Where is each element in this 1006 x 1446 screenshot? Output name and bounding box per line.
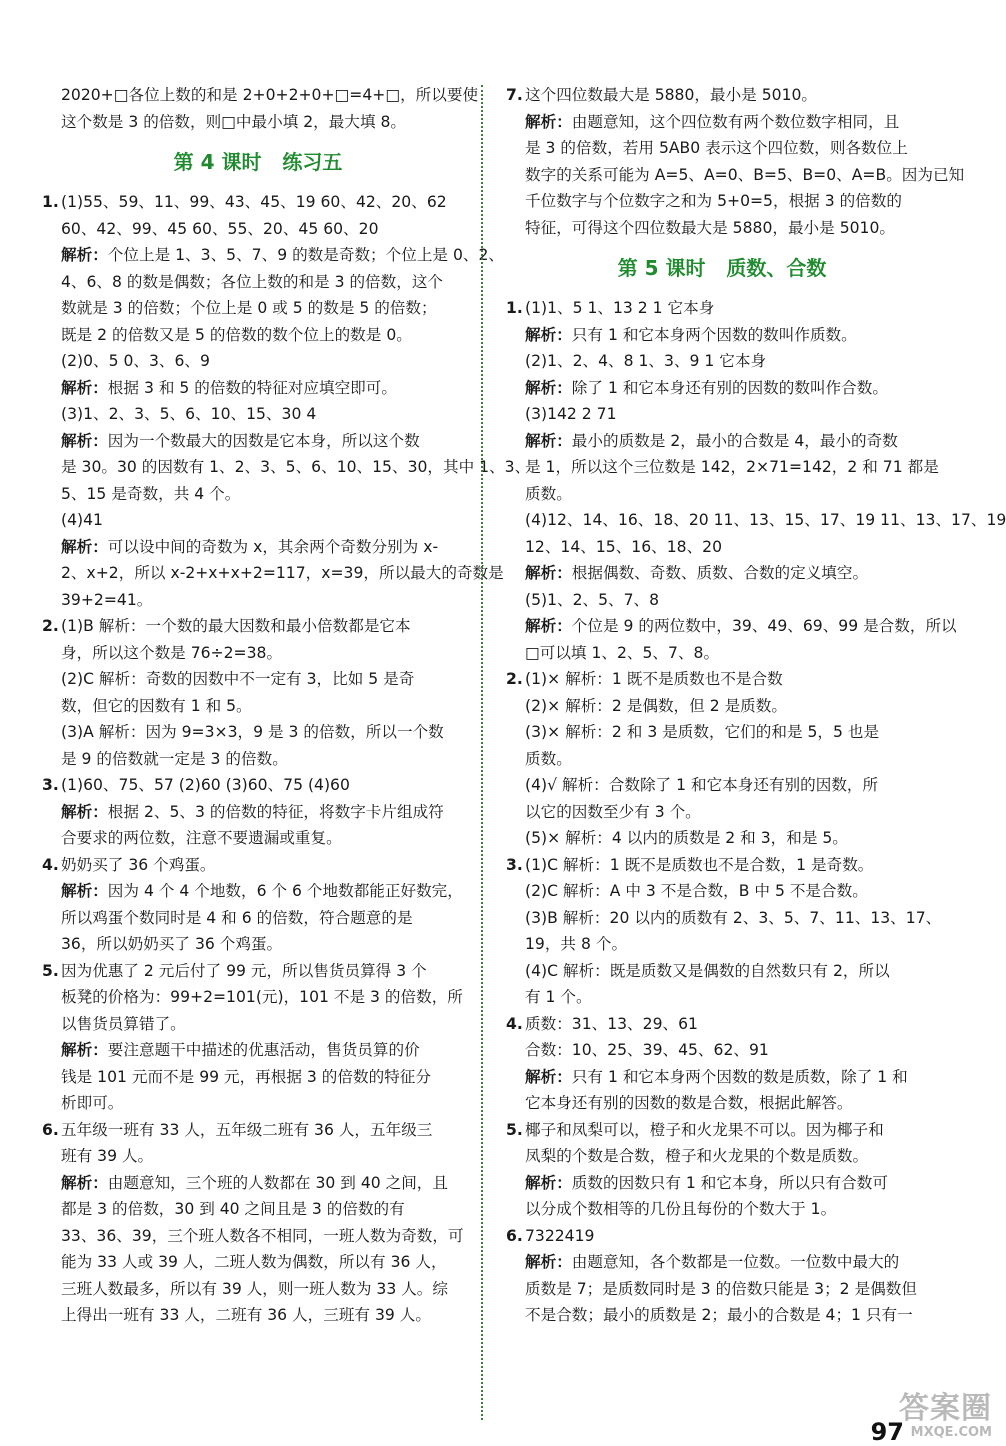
line-text: 这个四位数最大是 5880，最小是 5010。: [525, 86, 818, 104]
question-number: 3.: [506, 855, 523, 874]
line-text: □可以填 1、2、5、7、8。: [525, 643, 720, 662]
question-line: [506, 852, 938, 879]
line-text: (4)C 解析：既是质数又是偶数的自然数只有 2，所以: [525, 961, 890, 980]
text-line: [42, 1090, 474, 1117]
line-text: (3)× 解析：2 和 3 是质数，它们的和是 5，5 也是: [525, 723, 880, 741]
text-line: [506, 401, 938, 428]
text-line: [42, 348, 474, 375]
text-line: [506, 1170, 938, 1197]
text-line: [506, 507, 1006, 534]
section-title: 第 4 课时 练习五: [173, 150, 343, 174]
text-line: [42, 454, 531, 481]
question-line: [42, 613, 474, 640]
analysis-label: 解析：: [61, 378, 108, 397]
text-line: [506, 1064, 938, 1091]
question-number: 6.: [42, 1120, 59, 1139]
line-text: 60、42、99、45 60、55、20、45 60、20: [61, 219, 379, 238]
line-text: (1)× 解析：1 既不是质数也不是合数: [525, 670, 783, 688]
text-line: [42, 719, 474, 746]
line-text: (1)B 解析：一个数的最大因数和最小倍数都是它本: [61, 617, 411, 635]
text-line: [42, 322, 474, 349]
line-text: 凤梨的个数是合数，橙子和火龙果的个数是质数。: [525, 1147, 869, 1165]
analysis-label: 解析：: [61, 537, 108, 556]
text-line: [506, 640, 938, 667]
text-line: [506, 348, 938, 375]
text-line: [42, 534, 474, 561]
text-line: [42, 1276, 474, 1303]
line-text: 由题意知，各个数都是一位数。一位数中最大的: [571, 1253, 900, 1271]
line-text: 质数。: [525, 749, 572, 768]
text-line: [506, 984, 938, 1011]
text-line: [506, 560, 938, 587]
line-text: (4)12、14、16、18、20 11、13、15、17、19 11、13、17、19: [525, 511, 1006, 529]
question-number: 6.: [506, 1226, 523, 1245]
question-number: 1.: [506, 299, 523, 317]
line-text: 33、36、39，三个班人数各不相同，一班人数为奇数，可: [61, 1226, 464, 1245]
line-text: 最小的质数是 2，最小的合数是 4，最小的奇数: [571, 431, 898, 450]
text-line: [42, 1143, 474, 1170]
question-line: [506, 295, 938, 322]
text-line: [42, 560, 504, 587]
text-line: [42, 931, 474, 958]
line-text: 上得出一班有 33 人，二班有 36 人，三班有 39 人。: [61, 1306, 431, 1324]
text-line: [506, 1196, 938, 1223]
text-line: [506, 162, 965, 189]
line-text: (3)B 解析：20 以内的质数有 2、3、5、7、11、13、17、: [525, 908, 942, 927]
line-text: (5)1、2、5、7、8: [525, 590, 660, 609]
text-line: [506, 1249, 938, 1276]
line-text: 因为一个数最大的因数是它本身，所以这个数: [107, 431, 420, 450]
line-text: 由题意知，这个四位数有两个数位数字相同，且: [571, 112, 900, 131]
analysis-label: 解析：: [525, 564, 572, 582]
text-line: [506, 613, 957, 640]
line-text: 有 1 个。: [525, 988, 592, 1006]
line-text: 班有 39 人。: [61, 1147, 154, 1165]
text-line: [42, 375, 474, 402]
line-text: 以分成个数相等的几份且每份的个数大于 1。: [525, 1200, 837, 1218]
text-line: [506, 1276, 938, 1303]
text-line: [42, 799, 474, 826]
analysis-label: 解析：: [61, 802, 108, 821]
line-text: 它本身还有别的因数的数是合数，根据此解答。: [525, 1094, 853, 1112]
line-text: 是 30。30 的因数有 1、2、3、5、6、10、15、30，其中 1、3、: [61, 458, 531, 476]
line-text: 这个数是 3 的倍数，则□中最小填 2，最大填 8。: [61, 112, 407, 131]
text-line: [506, 428, 938, 455]
text-line: [506, 109, 938, 136]
text-line: [506, 825, 938, 852]
question-number: 2.: [42, 617, 59, 635]
line-text: 质数是 7；是质数同时是 3 的倍数只能是 3；2 是偶数但: [525, 1279, 917, 1298]
text-line: [42, 746, 474, 773]
text-line: [42, 401, 474, 428]
analysis-label: 解析：: [61, 246, 108, 264]
line-text: 是 3 的倍数，若用 5AB0 表示这个四位数，则各数位上: [525, 139, 908, 157]
text-line: [42, 1170, 474, 1197]
analysis-label: 解析：: [525, 431, 572, 450]
line-text: (1)55、59、11、99、43、45、19 60、42、20、62: [61, 193, 447, 211]
text-line: [42, 1302, 474, 1329]
line-text: (3)142 2 71: [525, 405, 617, 423]
question-number: 7.: [506, 86, 523, 104]
line-text: 质数：31、13、29、61: [525, 1014, 698, 1033]
text-line: [506, 1302, 938, 1329]
line-text: (3)A 解析：因为 9=3×3，9 是 3 的倍数，所以一个数: [61, 723, 444, 741]
line-text: 奶奶买了 36 个鸡蛋。: [61, 855, 216, 874]
text-line: [42, 109, 474, 136]
line-text: 7322419: [525, 1226, 595, 1245]
question-line: [506, 82, 938, 109]
line-text: 析即可。: [61, 1094, 124, 1112]
text-line: [42, 825, 474, 852]
watermark-text: 答案圈: [899, 1391, 992, 1426]
text-line: [506, 772, 938, 799]
question-line: [506, 1117, 938, 1144]
question-line: [506, 1011, 938, 1038]
text-line: [42, 693, 474, 720]
line-text: 是 9 的倍数就一定是 3 的倍数。: [61, 749, 288, 768]
text-line: [42, 666, 474, 693]
text-line: [42, 1064, 474, 1091]
line-text: 可以设中间的奇数为 x，其余两个奇数分别为 x-: [107, 537, 439, 556]
text-line: [506, 322, 938, 349]
line-text: (3)1、2、3、5、6、10、15、30 4: [61, 405, 317, 423]
text-line: [42, 640, 474, 667]
line-text: 不是合数；最小的质数是 2；最小的合数是 4；1 只有一: [525, 1306, 913, 1324]
text-line: [506, 719, 938, 746]
text-line: [506, 135, 938, 162]
line-text: 是 1，所以这个三位数是 142，2×71=142，2 和 71 都是: [525, 458, 939, 476]
analysis-label: 解析：: [525, 325, 572, 344]
line-text: 身，所以这个数是 76÷2=38。: [61, 643, 283, 662]
line-text: (2)1、2、4、8 1、3、9 1 它本身: [525, 352, 767, 370]
line-text: 4、6、8 的数是偶数；各位上数的和是 3 的倍数，这个: [61, 272, 444, 291]
line-text: (1)60、75、57 (2)60 (3)60、75 (4)60: [61, 776, 350, 794]
text-line: [506, 534, 938, 561]
question-number: 2.: [506, 670, 523, 688]
text-line: [42, 1011, 474, 1038]
line-text: 合要求的两位数，注意不要遗漏或重复。: [61, 829, 342, 847]
text-line: [506, 587, 938, 614]
line-text: 36，所以奶奶买了 36 个鸡蛋。: [61, 935, 283, 953]
line-text: 合数：10、25、39、45、62、91: [525, 1041, 769, 1059]
question-line: [42, 189, 474, 216]
question-number: 5.: [42, 961, 59, 980]
section-title: 第 5 课时 质数、合数: [617, 256, 827, 280]
line-text: 要注意题干中描述的优惠活动，售货员算的价: [107, 1041, 420, 1059]
line-text: 以它的因数至少有 3 个。: [525, 802, 701, 821]
left-column: [42, 82, 531, 1329]
line-text: 能为 33 人或 39 人，二班人数为偶数，所以有 36 人，: [61, 1253, 447, 1271]
text-line: [506, 1037, 938, 1064]
text-line: [42, 1249, 474, 1276]
line-text: 5、15 是奇数，共 4 个。: [61, 484, 241, 503]
text-line: [42, 507, 474, 534]
line-text: (2)C 解析：奇数的因数中不一定有 3，比如 5 是奇: [61, 670, 415, 688]
text-line: [506, 481, 938, 508]
line-text: 因为 4 个 4 个地数，6 个 6 个地数都能正好数完，: [107, 882, 463, 900]
line-text: (4)41: [61, 511, 103, 529]
line-text: 19，共 8 个。: [525, 935, 628, 953]
line-text: (2)0、5 0、3、6、9: [61, 352, 210, 370]
line-text: (2)× 解析：2 是偶数，但 2 是质数。: [525, 696, 787, 715]
line-text: 千位数字与个位数字之和为 5+0=5，根据 3 的倍数的: [525, 192, 902, 210]
text-line: [506, 188, 938, 215]
text-line: [506, 878, 938, 905]
question-number: 3.: [42, 776, 59, 794]
text-line: [42, 269, 474, 296]
text-line: [506, 375, 938, 402]
text-line: [506, 215, 938, 242]
analysis-label: 解析：: [525, 617, 572, 635]
line-text: 既是 2 的倍数又是 5 的倍数的数个位上的数是 0。: [61, 325, 412, 344]
line-text: 根据偶数、奇数、质数、合数的定义填空。: [571, 564, 869, 582]
analysis-label: 解析：: [61, 1173, 108, 1192]
analysis-label: 解析：: [525, 378, 572, 397]
line-text: 特征，可得这个四位数最大是 5880，最小是 5010。: [525, 218, 895, 237]
line-text: 个位是 9 的两位数中，39、49、69、99 是合数，所以: [571, 617, 957, 635]
watermark-url: MXQE.COM: [910, 1425, 992, 1440]
text-line: [506, 905, 942, 932]
analysis-label: 解析：: [525, 1067, 572, 1086]
line-text: 由题意知，三个班的人数都在 30 到 40 之间，且: [107, 1173, 448, 1192]
column-divider: [481, 85, 483, 1420]
line-text: 39+2=41。: [61, 590, 153, 609]
text-line: [506, 799, 938, 826]
line-text: 椰子和凤梨可以，橙子和火龙果不可以。因为椰子和: [525, 1120, 884, 1139]
text-line: [42, 481, 474, 508]
question-line: [42, 772, 474, 799]
analysis-label: 解析：: [525, 1173, 572, 1192]
question-number: 1.: [42, 193, 59, 211]
line-text: 个位上是 1、3、5、7、9 的数是奇数；个位上是 0、2、: [107, 246, 504, 264]
line-text: 因为优惠了 2 元后付了 99 元，所以售货员算得 3 个: [61, 961, 427, 980]
text-line: [506, 746, 938, 773]
line-text: 质数的因数只有 1 和它本身，所以只有合数可: [571, 1173, 888, 1192]
text-line: [42, 295, 474, 322]
line-text: 都是 3 的倍数，30 到 40 之间且是 3 的倍数的有: [61, 1200, 405, 1218]
line-text: 数就是 3 的倍数；个位上是 0 或 5 的数是 5 的倍数；: [61, 299, 437, 317]
text-line: [42, 878, 474, 905]
text-line: [506, 693, 938, 720]
question-line: [42, 852, 474, 879]
line-text: (4)√ 解析：合数除了 1 和它本身还有别的因数，所: [525, 776, 879, 794]
question-line: [506, 666, 938, 693]
question-line: [42, 1117, 474, 1144]
line-text: 所以鸡蛋个数同时是 4 和 6 的倍数，符合题意的是: [61, 908, 413, 927]
text-line: [506, 1090, 938, 1117]
text-line: [506, 958, 938, 985]
analysis-label: 解析：: [61, 1041, 108, 1059]
question-line: [42, 958, 474, 985]
text-line: [42, 428, 474, 455]
line-text: 除了 1 和它本身还有别的因数的数叫作合数。: [571, 378, 888, 397]
line-text: 2、x+2，所以 x-2+x+x+2=117，x=39，所以最大的奇数是: [61, 564, 504, 582]
watermark-logo: [852, 1392, 992, 1440]
line-text: 数字的关系可能为 A=5、A=0、B=5、B=0、A=B。因为已知: [525, 165, 965, 184]
text-line: [42, 1037, 474, 1064]
line-text: (5)× 解析：4 以内的质数是 2 和 3，和是 5。: [525, 829, 848, 847]
question-number: 4.: [42, 855, 59, 874]
line-text: 板凳的价格为：99+2=101(元)，101 不是 3 的倍数，所: [61, 988, 463, 1006]
line-text: 只有 1 和它本身两个因数的数叫作质数。: [571, 325, 857, 344]
text-line: [506, 931, 938, 958]
text-line: [42, 216, 474, 243]
line-text: (1)C 解析：1 既不是质数也不是合数，1 是奇数。: [525, 855, 874, 874]
text-line: [42, 1223, 474, 1250]
analysis-label: 解析：: [525, 1253, 572, 1271]
line-text: 三班人数最多，所以有 39 人，则一班人数为 33 人。综: [61, 1279, 448, 1298]
page-number: 97: [870, 1418, 904, 1446]
text-line: [42, 905, 474, 932]
text-line: [42, 1196, 474, 1223]
line-text: (2)C 解析：A 中 3 不是合数，B 中 5 不是合数。: [525, 882, 868, 900]
line-text: (1)1、5 1、13 2 1 它本身: [525, 299, 715, 317]
question-number: 5.: [506, 1120, 523, 1139]
line-text: 以售货员算错了。: [61, 1014, 186, 1033]
text-line: [42, 984, 474, 1011]
text-line: [42, 587, 474, 614]
line-text: 根据 3 和 5 的倍数的特征对应填空即可。: [107, 378, 397, 397]
analysis-label: 解析：: [525, 112, 572, 131]
question-number: 4.: [506, 1014, 523, 1033]
text-line: [506, 1143, 938, 1170]
line-text: 数，但它的因数有 1 和 5。: [61, 696, 252, 715]
line-text: 五年级一班有 33 人，五年级二班有 36 人，五年级三: [61, 1120, 433, 1139]
line-text: 钱是 101 元而不是 99 元，再根据 3 的倍数的特征分: [61, 1067, 431, 1086]
line-text: 质数。: [525, 484, 572, 503]
line-text: 2020+□各位上数的和是 2+0+2+0+□=4+□，所以要使: [61, 86, 479, 104]
question-line: [506, 1223, 938, 1250]
analysis-label: 解析：: [61, 882, 108, 900]
line-text: 12、14、15、16、18、20: [525, 537, 723, 556]
text-line: [506, 454, 938, 481]
line-text: 只有 1 和它本身两个因数的数是质数，除了 1 和: [571, 1067, 908, 1086]
right-column: [506, 82, 1006, 1329]
line-text: 根据 2、5、3 的倍数的特征，将数字卡片组成符: [107, 802, 444, 821]
text-line: [42, 82, 479, 109]
analysis-label: 解析：: [61, 431, 108, 450]
text-line: [42, 242, 504, 269]
